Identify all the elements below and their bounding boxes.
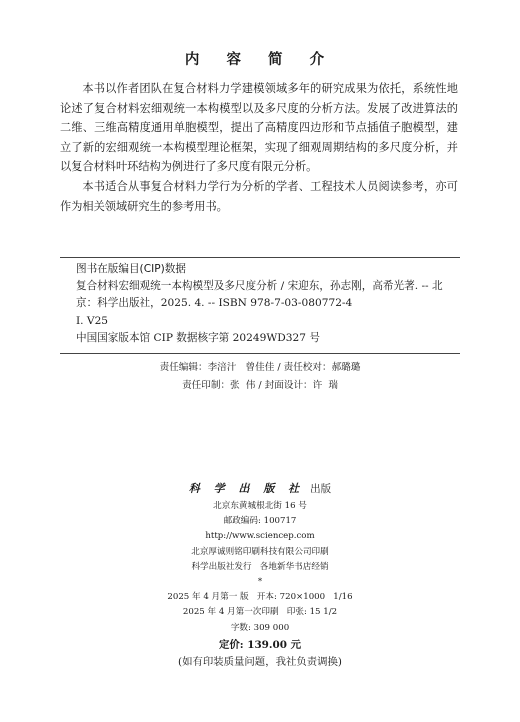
credits-block: [0, 359, 520, 394]
imprint-block: [0, 499, 520, 670]
editor-credits: 责任编辑：李涪汁 曾佳佳 / 责任校对：郝璐璐: [159, 362, 361, 373]
publisher-line: [0, 480, 520, 496]
publisher-address: 北京东黄城根北街 16 号: [213, 501, 307, 511]
cip-heading: 图书在版编目(CIP)数据: [76, 263, 186, 275]
page-title: 内 容 简 介: [184, 52, 336, 68]
edition-info: 2025 年 4 月第一 版 开本: 720×1000 1/16: [167, 592, 353, 603]
separator-mark: *: [257, 577, 263, 588]
word-count: 字数: 309 000: [230, 622, 290, 633]
cip-block: [76, 261, 456, 347]
divider: [60, 257, 460, 258]
postcode: 邮政编码: 100717: [223, 516, 297, 527]
production-credits: 责任印制：张 伟 / 封面设计：许 瑞: [182, 379, 338, 391]
publisher-label: 出版: [310, 483, 332, 495]
distribution: 科学出版社发行 各地新华书店经销: [191, 561, 329, 572]
printer: 北京厚诚则铭印刷科技有限公司印刷: [191, 546, 329, 557]
summary-paragraph: 本书以作者团队在复合材料力学建模领域多年的研究成果为依托，系统性地论述了复合材料宏细观统一本构模型以及多尺度的分析方法。发展了改进算法的二维、三维高精度通用单胞模型，提出了高精度四边形和节点插值子胞模型，建立了新的宏细观统一本构模型理论框架，实现了细观周期结构的多尺度分析，并以复合材料叶环结构为例进行了多尺度有限元分析。: [60, 82, 458, 174]
quality-note: (如有印装质量问题，我社负责调换): [178, 655, 342, 668]
summary-paragraph: 本书适合从事复合材料力学行为分析的学者、工程技术人员阅读参考，亦可作为相关领域研究生的参考用书。: [60, 179, 458, 213]
cip-classification: I. V25: [76, 314, 109, 327]
publisher-website: http://www.sciencep.com: [205, 531, 315, 542]
price: 定价: 139.00 元: [218, 638, 301, 651]
divider: [60, 353, 460, 354]
summary-section: [60, 79, 458, 216]
printing-info: 2025 年 4 月第一次印刷 印张: 15 1/2: [182, 607, 338, 618]
publisher-logo: 科 学 出 版 社: [188, 482, 305, 495]
cip-record-number: 中国国家版本馆 CIP 数据核字第 20249WD327 号: [76, 331, 320, 344]
cip-entry: 复合材料宏细观统一本构模型及多尺度分析 / 宋迎东，孙志刚，高希光著. -- 北京：科学出版社，2025. 4. -- ISBN 978-7-03-080772-4: [76, 280, 443, 310]
